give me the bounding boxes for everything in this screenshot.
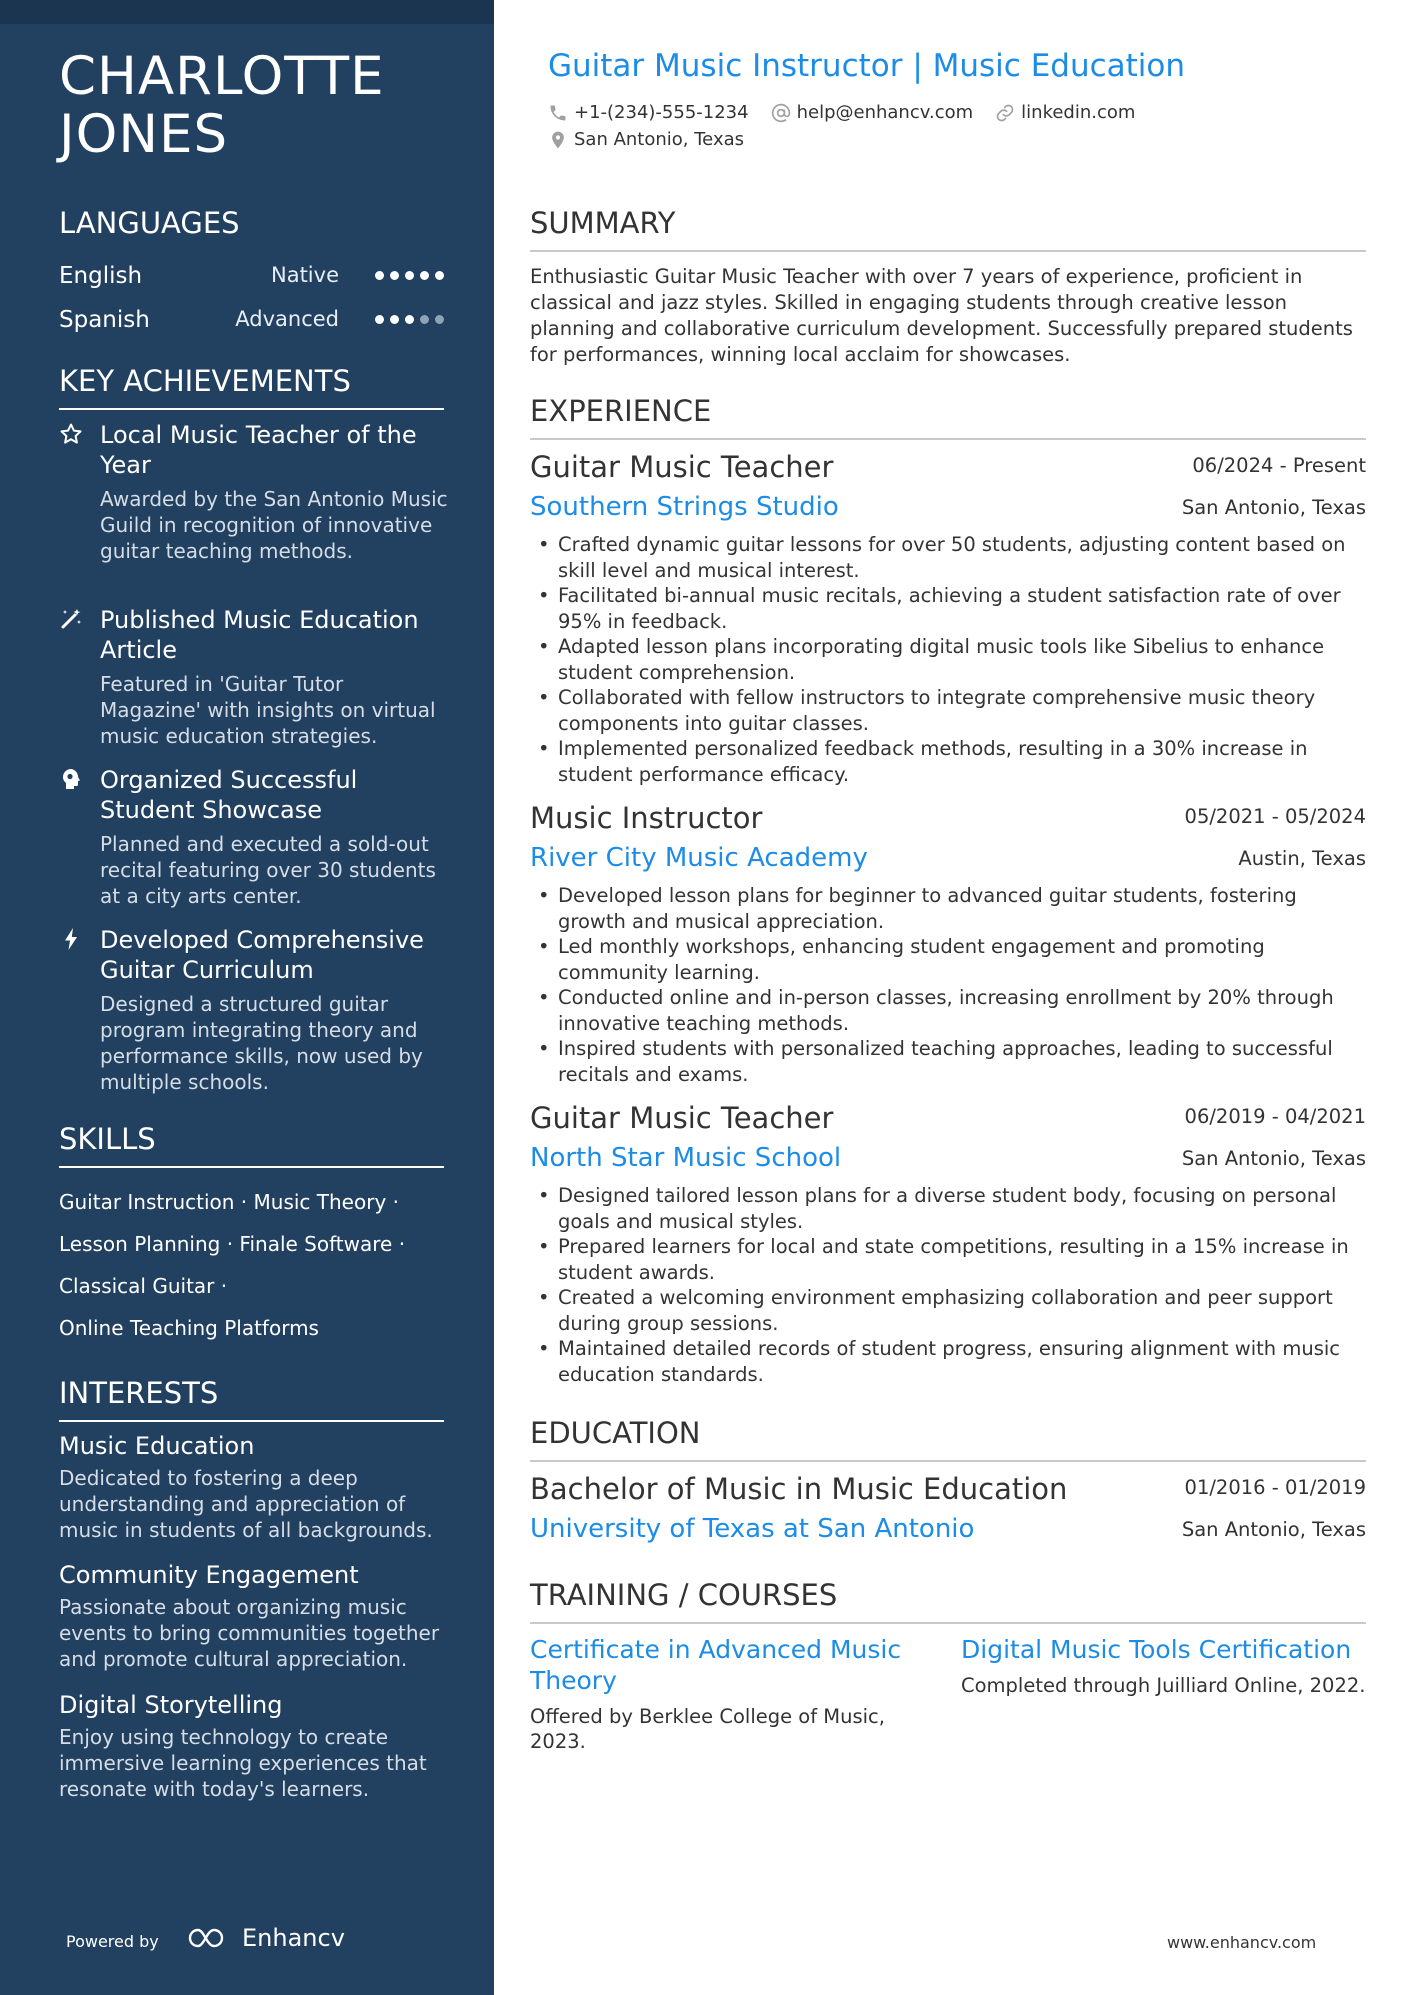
summary-heading: SUMMARY — [530, 206, 1366, 252]
linkedin-contact[interactable] — [995, 102, 1135, 123]
interest-description: Enjoy using technology to create immersive learning experiences that resonate with today's learners. — [59, 1725, 427, 1801]
job-bullet: • Facilitated bi-annual music recitals, achieving a student satisfaction rate of over 95% in feedback. — [530, 583, 1366, 634]
interest-item — [59, 1559, 449, 1672]
interest-description: Passionate about organizing music events to bring communities together and promote cultural appreciation. — [59, 1595, 440, 1671]
job-role: Music Instructor — [530, 801, 763, 835]
rating-dot-filled — [405, 271, 414, 280]
experience-heading: EXPERIENCE — [530, 394, 1366, 440]
rating-dot-filled — [435, 271, 444, 280]
job-bullet: • Prepared learners for local and state competitions, resulting in a 15% increase in student awards. — [530, 1234, 1366, 1285]
achievement-description: Featured in 'Guitar Tutor Magazine' with insights on virtual music education strategies. — [100, 672, 436, 748]
education-heading: EDUCATION — [530, 1416, 1366, 1462]
link-icon — [995, 103, 1015, 123]
magic-wand-icon — [59, 607, 83, 631]
job-bullets — [530, 883, 1366, 1087]
achievement-item — [59, 420, 449, 564]
job-role: Guitar Music Teacher — [530, 1101, 834, 1135]
job-bullet: • Collaborated with fellow instructors to integrate comprehensive music theory components into guitar classes. — [530, 685, 1366, 736]
experience-item — [530, 450, 1366, 787]
skill-line: Guitar Instruction · Music Theory · — [59, 1190, 399, 1214]
linkedin-text: linkedin.com — [1021, 102, 1136, 123]
job-bullet: • Implemented personalized feedback methods, resulting in a 30% increase in student performance efficacy. — [530, 736, 1366, 787]
education-dates: 01/2016 - 01/2019 — [1184, 1476, 1366, 1499]
achievement-description: Planned and executed a sold-out recital featuring over 30 students at a city arts center. — [100, 832, 436, 908]
job-bullet: • Crafted dynamic guitar lessons for over 50 students, adjusting content based on skill level and musical interest. — [530, 532, 1366, 583]
job-bullet: • Developed lesson plans for beginner to advanced guitar students, fostering growth and musical appreciation. — [530, 883, 1366, 934]
achievement-title: Organized Successful Student Showcase — [100, 766, 358, 824]
achievement-item — [59, 605, 449, 749]
school-name[interactable]: University of Texas at San Antonio — [530, 1514, 975, 1544]
language-rating — [375, 271, 444, 280]
skill-line: Lesson Planning · Finale Software · — [59, 1232, 406, 1256]
rating-dot-filled — [390, 271, 399, 280]
location-text: San Antonio, Texas — [574, 129, 744, 150]
job-bullet: • Conducted online and in-person classes, increasing enrollment by 20% through innovative teaching methods. — [530, 985, 1366, 1036]
degree-title: Bachelor of Music in Music Education — [530, 1472, 1068, 1506]
job-location: Austin, Texas — [1238, 847, 1366, 870]
job-bullet: • Adapted lesson plans incorporating digital music tools like Sibelius to enhance student comprehension. — [530, 634, 1366, 685]
powered-by-label: Powered by — [66, 1932, 159, 1951]
school-location: San Antonio, Texas — [1181, 1518, 1366, 1541]
language-row — [59, 307, 444, 341]
job-dates: 06/2019 - 04/2021 — [1184, 1105, 1366, 1128]
brand-logo[interactable] — [186, 1924, 345, 1952]
email-text: help@enhancv.com — [796, 102, 974, 123]
contact-row — [548, 102, 1157, 123]
language-row — [59, 263, 444, 297]
skill-line: Classical Guitar · — [59, 1274, 228, 1298]
course-description: Completed through Juilliard Online, 2022. — [961, 1674, 1366, 1697]
course-item — [530, 1634, 930, 1754]
job-bullets — [530, 1183, 1366, 1387]
rating-dot-empty — [435, 315, 444, 324]
job-company[interactable]: Southern Strings Studio — [530, 492, 839, 522]
achievement-description: Designed a structured guitar program integrating theory and performance skills, now used by multiple schools. — [100, 992, 423, 1094]
language-rating — [375, 315, 444, 324]
brand-name: Enhancv — [242, 1924, 345, 1952]
rating-dot-filled — [405, 315, 414, 324]
interest-title: Digital Storytelling — [59, 1691, 283, 1719]
rating-dot-empty — [420, 315, 429, 324]
job-location: San Antonio, Texas — [1181, 496, 1366, 519]
training-heading: TRAINING / COURSES — [530, 1578, 1366, 1624]
experience-item — [530, 801, 1366, 1087]
rating-dot-filled — [390, 315, 399, 324]
rating-dot-filled — [375, 315, 384, 324]
rating-dot-filled — [420, 271, 429, 280]
course-description: Offered by Berklee College of Music, 2023. — [530, 1705, 885, 1753]
achievement-item — [59, 925, 449, 1095]
achievement-title: Published Music Education Article — [100, 606, 419, 664]
experience-item — [530, 1101, 1366, 1387]
interest-title: Music Education — [59, 1432, 255, 1460]
job-company[interactable]: River City Music Academy — [530, 843, 868, 873]
phone-text: +1-(234)-555-1234 — [574, 102, 749, 123]
language-level: Advanced — [235, 307, 339, 331]
job-location: San Antonio, Texas — [1181, 1147, 1366, 1170]
rating-dot-filled — [375, 271, 384, 280]
person-name: CHARLOTTE JONES — [59, 46, 385, 165]
skills-heading: SKILLS — [59, 1122, 444, 1168]
interest-title: Community Engagement — [59, 1561, 359, 1589]
language-name: Spanish — [59, 307, 150, 333]
language-level: Native — [271, 263, 339, 287]
headline-title: Guitar Music Instructor | Music Education — [548, 48, 1186, 84]
achievements-heading: KEY ACHIEVEMENTS — [59, 364, 444, 410]
summary-text: Enthusiastic Guitar Music Teacher with over 7 years of experience, proficient in classical and jazz styles. Skilled in engaging students through creative lesson planning and collaborative curriculum development. Successfully prepared students for performances, winning local acclaim for showcases. — [530, 265, 1353, 366]
phone-icon — [548, 103, 568, 123]
job-bullet: • Designed tailored lesson plans for a diverse student body, focusing on personal goals and musical styles. — [530, 1183, 1366, 1234]
interest-description: Dedicated to fostering a deep understanding and appreciation of music in students of all backgrounds. — [59, 1466, 433, 1542]
location-row — [548, 129, 766, 150]
course-title[interactable]: Certificate in Advanced Music Theory — [530, 1635, 902, 1695]
head-profile-icon — [59, 767, 83, 791]
job-company[interactable]: North Star Music School — [530, 1143, 842, 1173]
job-bullets — [530, 532, 1366, 787]
main-column — [530, 0, 1366, 1995]
job-bullet: • Maintained detailed records of student progress, ensuring alignment with music education standards. — [530, 1336, 1366, 1387]
job-bullet: • Inspired students with personalized teaching approaches, leading to successful recitals and exams. — [530, 1036, 1366, 1087]
achievement-description: Awarded by the San Antonio Music Guild in recognition of innovative guitar teaching methods. — [100, 487, 448, 563]
course-title[interactable]: Digital Music Tools Certification — [961, 1635, 1352, 1664]
achievement-item — [59, 765, 449, 909]
star-icon — [59, 422, 83, 446]
skills-list — [59, 1188, 449, 1356]
language-name: English — [59, 263, 143, 289]
website-link[interactable]: www.enhancv.com — [1167, 1933, 1317, 1952]
enhancv-logo-icon — [186, 1925, 232, 1951]
email-contact[interactable] — [771, 102, 974, 123]
achievement-title: Developed Comprehensive Guitar Curriculum — [100, 926, 424, 984]
lightning-icon — [59, 927, 83, 951]
sidebar — [0, 0, 494, 1995]
languages-heading: LANGUAGES — [59, 206, 240, 240]
job-dates: 05/2021 - 05/2024 — [1184, 805, 1366, 828]
location-pin-icon — [548, 130, 568, 150]
job-bullet: • Created a welcoming environment emphasizing collaboration and peer support during group sessions. — [530, 1285, 1366, 1336]
at-sign-icon — [771, 103, 791, 123]
sidebar-top-band — [0, 0, 494, 24]
job-dates: 06/2024 - Present — [1192, 454, 1366, 477]
achievement-title: Local Music Teacher of the Year — [100, 421, 417, 479]
skill-line: Online Teaching Platforms — [59, 1316, 319, 1340]
job-bullet: • Led monthly workshops, enhancing student engagement and promoting community learning. — [530, 934, 1366, 985]
education-item — [530, 1472, 1366, 1552]
course-item — [961, 1634, 1366, 1698]
job-role: Guitar Music Teacher — [530, 450, 834, 484]
interests-heading: INTERESTS — [59, 1376, 444, 1422]
interest-item — [59, 1430, 449, 1543]
interest-item — [59, 1689, 449, 1802]
location-contact — [548, 129, 744, 150]
phone-contact[interactable] — [548, 102, 749, 123]
